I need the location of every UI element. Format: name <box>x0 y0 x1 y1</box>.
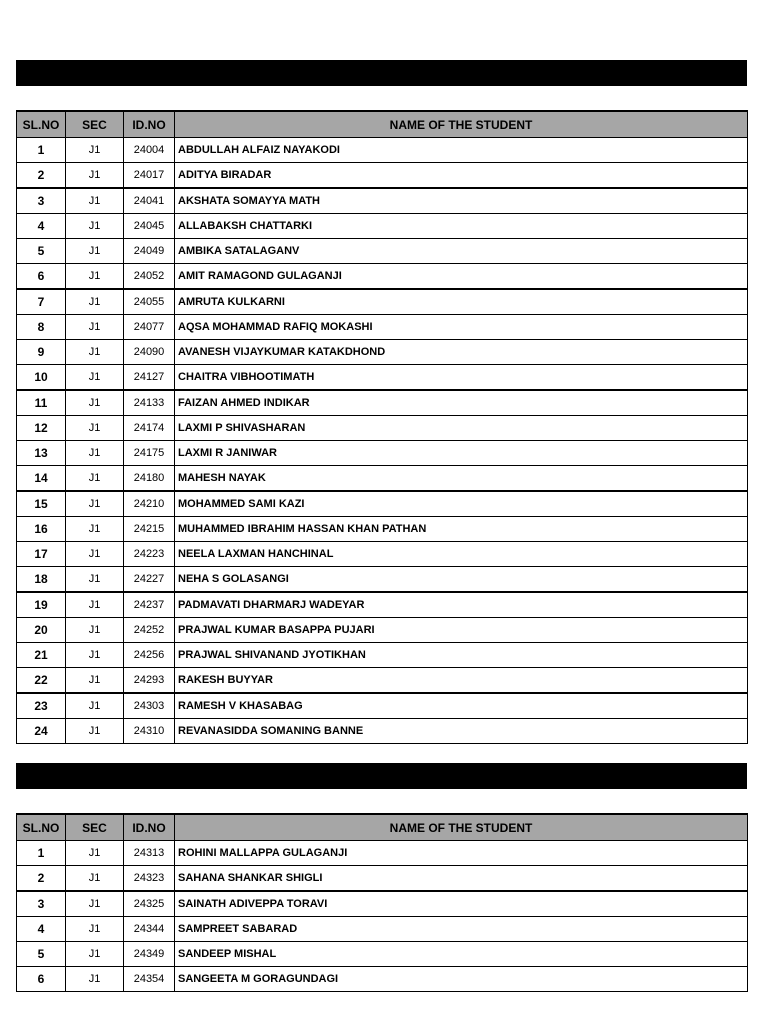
sl-cell: 21 <box>17 643 66 668</box>
sec-cell: J1 <box>66 214 124 239</box>
table-row <box>17 643 748 668</box>
student-name-cell: CHAITRA VIBHOOTIMATH <box>175 365 748 391</box>
sl-cell: 5 <box>17 239 66 264</box>
student-name-cell: ROHINI MALLAPPA GULAGANJI <box>175 841 748 866</box>
column-header-sl-no: SL.NO <box>17 111 66 138</box>
student-name-cell: RAMESH V KHASABAG <box>175 693 748 719</box>
id-cell: 24223 <box>124 542 175 567</box>
table-row <box>17 239 748 264</box>
sl-cell: 22 <box>17 668 66 694</box>
table-row <box>17 138 748 163</box>
id-cell: 24127 <box>124 365 175 391</box>
student-name-cell: MOHAMMED SAMI KAZI <box>175 491 748 517</box>
sec-cell: J1 <box>66 163 124 189</box>
id-cell: 24041 <box>124 188 175 214</box>
sl-cell: 14 <box>17 466 66 492</box>
id-cell: 24055 <box>124 289 175 315</box>
table-row <box>17 866 748 892</box>
id-cell: 24180 <box>124 466 175 492</box>
id-cell: 24175 <box>124 441 175 466</box>
table-row <box>17 390 748 416</box>
sec-cell: J1 <box>66 841 124 866</box>
column-header-sec: SEC <box>66 814 124 841</box>
id-cell: 24090 <box>124 340 175 365</box>
id-cell: 24313 <box>124 841 175 866</box>
column-header-id-no: ID.NO <box>124 814 175 841</box>
id-cell: 24133 <box>124 390 175 416</box>
sl-cell: 7 <box>17 289 66 315</box>
sl-cell: 17 <box>17 542 66 567</box>
table-row <box>17 214 748 239</box>
id-cell: 24349 <box>124 942 175 967</box>
student-name-cell: ABDULLAH ALFAIZ NAYAKODI <box>175 138 748 163</box>
sl-cell: 2 <box>17 163 66 189</box>
sl-cell: 6 <box>17 967 66 992</box>
sec-cell: J1 <box>66 618 124 643</box>
table-row <box>17 693 748 719</box>
column-header-student-name: NAME OF THE STUDENT <box>175 814 748 841</box>
student-name-cell: AKSHATA SOMAYYA MATH <box>175 188 748 214</box>
id-cell: 24210 <box>124 491 175 517</box>
table-row <box>17 967 748 992</box>
student-name-cell: NEHA S GOLASANGI <box>175 567 748 593</box>
sec-cell: J1 <box>66 891 124 917</box>
id-cell: 24252 <box>124 618 175 643</box>
student-name-cell: AQSA MOHAMMAD RAFIQ MOKASHI <box>175 315 748 340</box>
table-row <box>17 340 748 365</box>
sec-cell: J1 <box>66 340 124 365</box>
sl-cell: 2 <box>17 866 66 892</box>
table-row <box>17 441 748 466</box>
sec-cell: J1 <box>66 866 124 892</box>
sl-cell: 19 <box>17 592 66 618</box>
id-cell: 24052 <box>124 264 175 290</box>
student-name-cell: FAIZAN AHMED INDIKAR <box>175 390 748 416</box>
sec-cell: J1 <box>66 289 124 315</box>
table-row <box>17 917 748 942</box>
table-header-row <box>17 814 748 841</box>
table-row <box>17 719 748 744</box>
table-row <box>17 264 748 290</box>
sl-cell: 3 <box>17 188 66 214</box>
student-name-cell: PRAJWAL SHIVANAND JYOTIKHAN <box>175 643 748 668</box>
table-row <box>17 163 748 189</box>
id-cell: 24344 <box>124 917 175 942</box>
sl-cell: 5 <box>17 942 66 967</box>
id-cell: 24354 <box>124 967 175 992</box>
column-header-id-no: ID.NO <box>124 111 175 138</box>
id-cell: 24303 <box>124 693 175 719</box>
sec-cell: J1 <box>66 917 124 942</box>
student-name-cell: LAXMI P SHIVASHARAN <box>175 416 748 441</box>
sl-cell: 10 <box>17 365 66 391</box>
student-name-cell: ADITYA BIRADAR <box>175 163 748 189</box>
table-row <box>17 891 748 917</box>
sec-cell: J1 <box>66 567 124 593</box>
table-row <box>17 942 748 967</box>
table-row <box>17 466 748 492</box>
id-cell: 24227 <box>124 567 175 593</box>
sl-cell: 3 <box>17 891 66 917</box>
sl-cell: 8 <box>17 315 66 340</box>
student-name-cell: REVANASIDDA SOMANING BANNE <box>175 719 748 744</box>
column-header-student-name: NAME OF THE STUDENT <box>175 111 748 138</box>
table-row <box>17 289 748 315</box>
student-name-cell: MUHAMMED IBRAHIM HASSAN KHAN PATHAN <box>175 517 748 542</box>
id-cell: 24045 <box>124 214 175 239</box>
student-name-cell: MAHESH NAYAK <box>175 466 748 492</box>
sl-cell: 1 <box>17 841 66 866</box>
student-name-cell: SAHANA SHANKAR SHIGLI <box>175 866 748 892</box>
table-row <box>17 188 748 214</box>
table-row <box>17 517 748 542</box>
sec-cell: J1 <box>66 188 124 214</box>
sl-cell: 4 <box>17 917 66 942</box>
table-row <box>17 491 748 517</box>
sec-cell: J1 <box>66 264 124 290</box>
id-cell: 24017 <box>124 163 175 189</box>
sec-cell: J1 <box>66 668 124 694</box>
table-row <box>17 542 748 567</box>
student-name-cell: SANGEETA M GORAGUNDAGI <box>175 967 748 992</box>
id-cell: 24323 <box>124 866 175 892</box>
table-row <box>17 841 748 866</box>
sl-cell: 24 <box>17 719 66 744</box>
student-name-cell: NEELA LAXMAN HANCHINAL <box>175 542 748 567</box>
sec-cell: J1 <box>66 491 124 517</box>
id-cell: 24310 <box>124 719 175 744</box>
id-cell: 24215 <box>124 517 175 542</box>
sec-cell: J1 <box>66 239 124 264</box>
id-cell: 24077 <box>124 315 175 340</box>
sec-cell: J1 <box>66 967 124 992</box>
sl-cell: 18 <box>17 567 66 593</box>
id-cell: 24325 <box>124 891 175 917</box>
sec-cell: J1 <box>66 416 124 441</box>
table-row <box>17 592 748 618</box>
table-row <box>17 365 748 391</box>
id-cell: 24256 <box>124 643 175 668</box>
table-row <box>17 315 748 340</box>
table-row <box>17 668 748 694</box>
sec-cell: J1 <box>66 138 124 163</box>
column-header-sec: SEC <box>66 111 124 138</box>
sl-cell: 12 <box>17 416 66 441</box>
sl-cell: 9 <box>17 340 66 365</box>
sl-cell: 20 <box>17 618 66 643</box>
sec-cell: J1 <box>66 441 124 466</box>
sec-cell: J1 <box>66 390 124 416</box>
sec-cell: J1 <box>66 592 124 618</box>
student-name-cell: AMBIKA SATALAGANV <box>175 239 748 264</box>
student-name-cell: AMIT RAMAGOND GULAGANJI <box>175 264 748 290</box>
sec-cell: J1 <box>66 365 124 391</box>
sec-cell: J1 <box>66 719 124 744</box>
sl-cell: 6 <box>17 264 66 290</box>
student-table <box>16 813 748 992</box>
student-name-cell: LAXMI R JANIWAR <box>175 441 748 466</box>
student-name-cell: ALLABAKSH CHATTARKI <box>175 214 748 239</box>
id-cell: 24237 <box>124 592 175 618</box>
table-header-row <box>17 111 748 138</box>
sec-cell: J1 <box>66 942 124 967</box>
student-name-cell: AMRUTA KULKARNI <box>175 289 748 315</box>
student-name-cell: AVANESH VIJAYKUMAR KATAKDHOND <box>175 340 748 365</box>
sec-cell: J1 <box>66 643 124 668</box>
sec-cell: J1 <box>66 466 124 492</box>
sl-cell: 15 <box>17 491 66 517</box>
sec-cell: J1 <box>66 315 124 340</box>
student-name-cell: SANDEEP MISHAL <box>175 942 748 967</box>
table-row <box>17 618 748 643</box>
sl-cell: 23 <box>17 693 66 719</box>
sec-cell: J1 <box>66 542 124 567</box>
student-name-cell: PADMAVATI DHARMARJ WADEYAR <box>175 592 748 618</box>
student-name-cell: SAINATH ADIVEPPA TORAVI <box>175 891 748 917</box>
student-name-cell: RAKESH BUYYAR <box>175 668 748 694</box>
id-cell: 24174 <box>124 416 175 441</box>
sec-cell: J1 <box>66 517 124 542</box>
sec-cell: J1 <box>66 693 124 719</box>
id-cell: 24049 <box>124 239 175 264</box>
column-header-sl-no: SL.NO <box>17 814 66 841</box>
sl-cell: 1 <box>17 138 66 163</box>
sl-cell: 4 <box>17 214 66 239</box>
id-cell: 24004 <box>124 138 175 163</box>
student-name-cell: PRAJWAL KUMAR BASAPPA PUJARI <box>175 618 748 643</box>
table-row <box>17 416 748 441</box>
student-name-cell: SAMPREET SABARAD <box>175 917 748 942</box>
id-cell: 24293 <box>124 668 175 694</box>
sl-cell: 13 <box>17 441 66 466</box>
student-table <box>16 110 748 744</box>
table-row <box>17 567 748 593</box>
section-header-bar <box>16 763 747 789</box>
sl-cell: 11 <box>17 390 66 416</box>
sl-cell: 16 <box>17 517 66 542</box>
section-header-bar <box>16 60 747 86</box>
